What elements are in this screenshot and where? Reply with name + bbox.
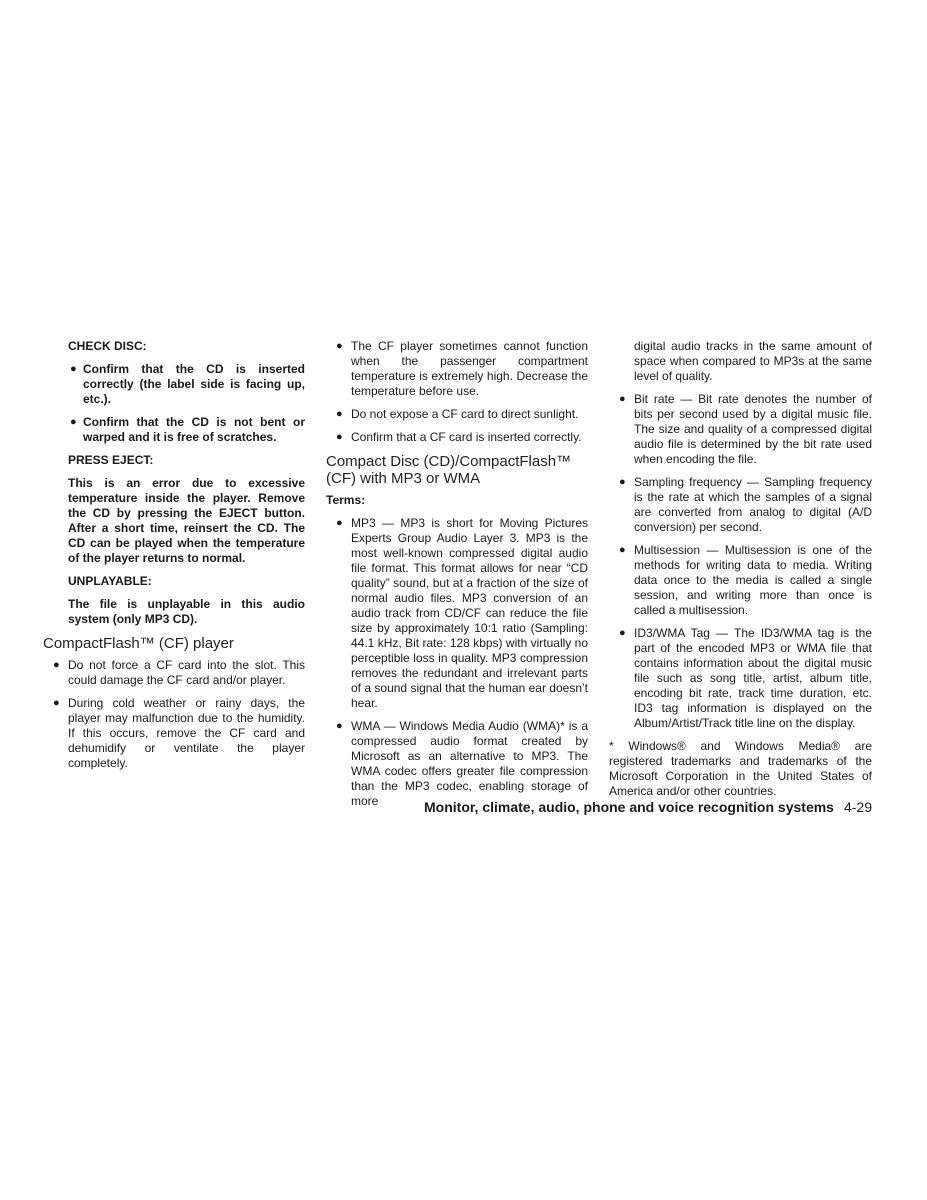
list-item: ● ID3/WMA Tag — The ID3/WMA tag is the part of the encoded MP3 or WMA file that contains information about the digital music file such as song title, artist, album title, encoding bit rate, track time duration, etc. ID3 tag information is displayed on the Album/Artist/Track title line on the display. [619,626,872,730]
page-number: 4-29 [843,799,872,815]
bullet-icon: ● [619,627,626,639]
list-item: ● The CF player sometimes cannot function when the passenger compartment temperature is extremely high. Decrease the temperature before use. [336,339,588,398]
bullet-icon: ● [336,720,343,732]
list-item: ● MP3 — MP3 is short for Moving Pictures Experts Group Audio Layer 3. MP3 is the most well-known compressed digital audio file format. This format allows for near “CD quality” sound, but at a fraction of the size of normal audio files. MP3 conversion of an audio track from CD/CF can reduce the file size by approximately 10:1 ratio (Sampling: 44.1 kHz, Bit rate: 128 kbps) with virtually no perceptible loss in quality. MP3 compression removes the redundant and irrelevant parts of a sound signal that the human ear doesn’t hear. [336,516,588,710]
cf-player-list [43,658,305,771]
list-item: ● Bit rate — Bit rate denotes the number of bits per second used by a digital music file. The size and quality of a compressed digital audio file is determined by the bit rate used when encoding the file. [619,392,872,466]
list-item: ● During cold weather or rainy days, the player may malfunction due to the humidity. If this occurs, remove the CF card and dehumidify or ventilate the player completely. [53,696,305,770]
terms-list-continued [609,392,872,731]
check-disc-list [43,362,305,445]
bullet-icon: ● [70,363,77,375]
bullet-icon: ● [619,476,626,488]
column-right [609,339,872,799]
list-item: ● Multisession — Multisession is one of the methods for writing data to media. Writing data once to the media is called a single session, and writing more than once is called a multisession. [619,543,872,617]
press-eject-label: PRESS EJECT: [68,453,154,467]
bullet-icon: ● [53,659,60,671]
list-item: ● Sampling frequency — Sampling frequency is the rate at which the samples of a signal are converted from analog to digital (A/D conversion) per second. [619,475,872,534]
terms-list [326,516,588,809]
column-left [43,339,305,779]
cf-player-heading: CompactFlash™ (CF) player [43,635,234,652]
bullet-icon: ● [336,408,343,420]
wma-continued-text: digital audio tracks in the same amount of space when compared to MP3s at the same level of quality. [634,339,872,383]
cf-player-list-continued [326,339,588,445]
terms-label: Terms: [326,493,366,507]
bullet-icon: ● [336,517,343,529]
unplayable-label: UNPLAYABLE: [68,574,152,588]
bullet-icon: ● [53,697,60,709]
bullet-icon: ● [336,340,343,352]
list-item: ● Confirm that a CF card is inserted correctly. [336,430,582,444]
bullet-icon: ● [619,393,626,405]
bullet-icon: ● [70,416,77,428]
bullet-icon: ● [619,544,626,556]
list-item: ● WMA — Windows Media Audio (WMA)* is a compressed audio format created by Microsoft as an alternative to MP3. The WMA codec offers greater file compression than the MP3 codec, enabling storage of more [336,719,588,808]
column-middle [326,339,588,817]
list-item: ● Confirm that the CD is not bent or warped and it is free of scratches. [70,415,305,444]
page-footer [424,799,872,815]
list-item: ● Confirm that the CD is inserted correctly (the label side is facing up, etc.). [70,362,305,406]
list-item: ● Do not expose a CF card to direct sunlight. [336,407,579,421]
bullet-icon: ● [336,431,343,443]
section-title: Monitor, climate, audio, phone and voice recognition systems [424,799,834,815]
check-disc-label: CHECK DISC: [68,339,147,353]
mp3-wma-heading: Compact Disc (CD)/CompactFlash™ (CF) with MP3 or WMA [326,453,572,487]
list-item: ● Do not force a CF card into the slot. This could damage the CF card and/or player. [53,658,305,687]
unplayable-text: The file is unplayable in this audio system (only MP3 CD). [68,597,305,626]
press-eject-text: This is an error due to excessive temperature inside the player. Remove the CD by pressing the EJECT button. After a short time, reinsert the CD. The CD can be played when the temperature of the player returns to normal. [68,476,305,565]
trademark-footnote: * Windows® and Windows Media® are registered trademarks and trademarks of the Microsoft Corporation in the United States of America and/or other countries. [609,739,872,798]
